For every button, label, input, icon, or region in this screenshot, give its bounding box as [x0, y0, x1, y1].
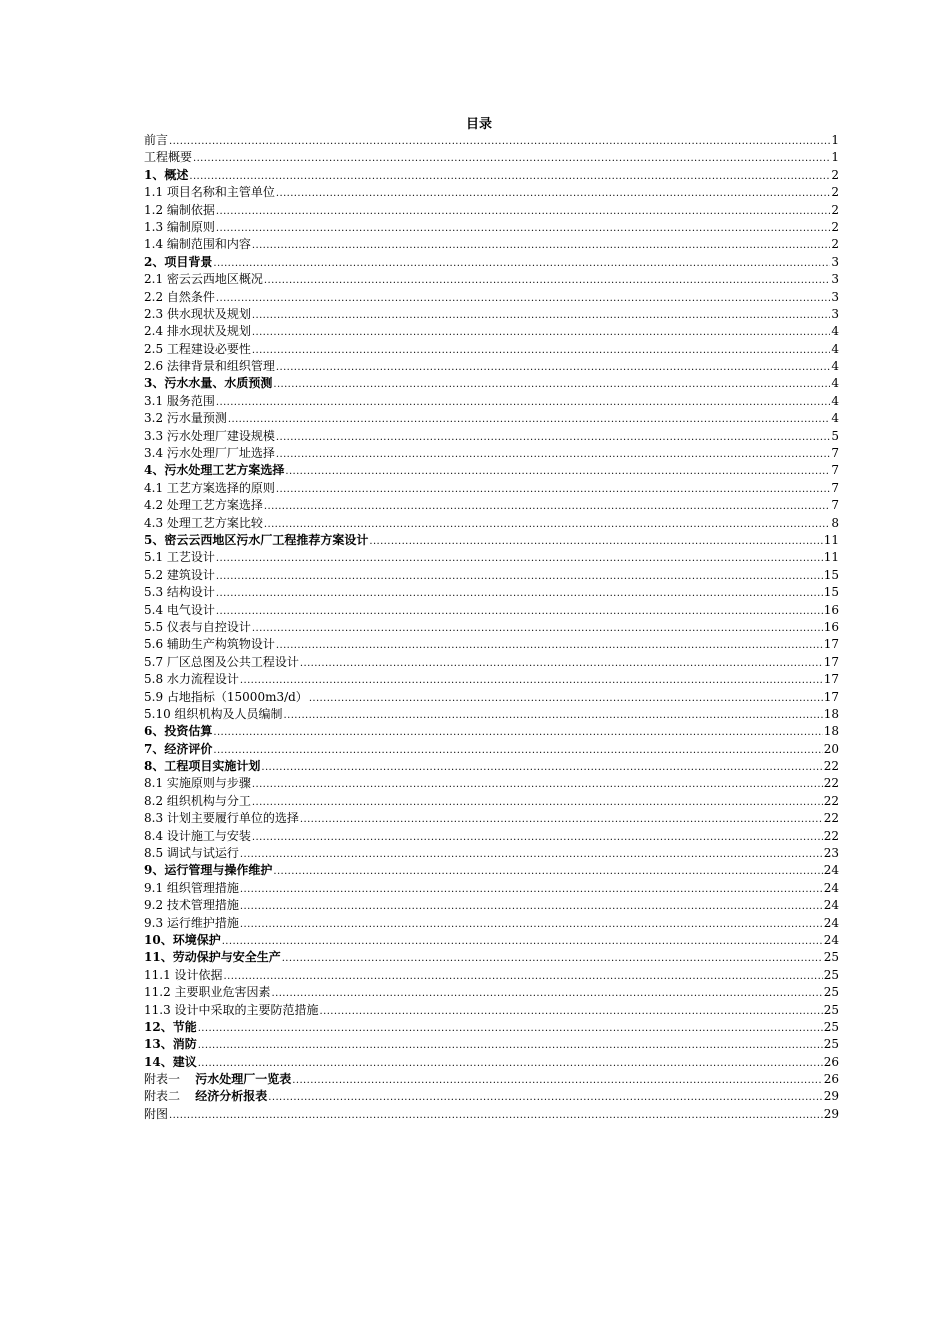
toc-entry-label: 8.5 调试与试运行	[144, 846, 239, 861]
toc-entry[interactable]	[144, 445, 839, 462]
toc-entry-page: 23	[823, 846, 839, 861]
toc-entry[interactable]	[144, 549, 839, 566]
toc-entry-label: 4.2 处理工艺方案选择	[144, 498, 263, 513]
toc-entry-label: 前言	[144, 133, 169, 147]
toc-entry-label: 3.2 污水量预测	[144, 411, 227, 426]
toc-entry[interactable]	[144, 1036, 839, 1053]
toc-entry-page: 22	[823, 793, 839, 808]
toc-entry-page: 4	[831, 411, 839, 426]
toc-entry[interactable]	[144, 915, 839, 932]
toc-entry-page: 24	[823, 932, 839, 947]
toc-entry-label: 工程概要	[144, 150, 193, 165]
toc-entry[interactable]	[144, 1002, 839, 1019]
toc-entry[interactable]	[144, 984, 839, 1001]
toc-dot-leader	[261, 758, 822, 776]
toc-entry[interactable]	[144, 862, 839, 879]
toc-dot-leader	[369, 532, 822, 550]
toc-title: 目录	[465, 117, 492, 132]
toc-dot-leader	[228, 410, 830, 428]
toc-dot-leader	[252, 323, 830, 341]
toc-dot-leader	[213, 254, 830, 272]
toc-dot-leader	[252, 236, 830, 254]
toc-entry-label: 5.7 厂区总图及公共工程设计	[144, 654, 299, 669]
toc-entry-page: 4	[831, 376, 839, 391]
toc-entry-label: 4、污水处理工艺方案选择	[144, 463, 285, 478]
toc-entry-page: 2	[831, 202, 839, 217]
toc-entry-label	[144, 1088, 267, 1105]
toc-entry[interactable]	[144, 393, 839, 410]
toc-entry-page: 25	[823, 1037, 839, 1052]
toc-entry[interactable]	[144, 497, 839, 514]
toc-dot-leader	[252, 306, 830, 324]
toc-dot-leader	[300, 654, 823, 672]
toc-entry[interactable]	[144, 654, 839, 671]
toc-entry[interactable]	[144, 1054, 839, 1071]
toc-entry-label: 11.1 设计依据	[144, 967, 223, 982]
toc-dot-leader	[264, 515, 830, 533]
toc-dot-leader	[273, 375, 830, 393]
toc-entry-label: 2.3 供水现状及规划	[144, 306, 251, 321]
toc-entry-label: 2.4 排水现状及规划	[144, 324, 251, 339]
toc-entry[interactable]	[144, 671, 839, 688]
toc-entry-page: 11	[823, 550, 839, 565]
toc-entry-page: 25	[823, 985, 839, 1000]
toc-entry-page: 4	[831, 359, 839, 374]
toc-entry[interactable]	[144, 1071, 839, 1088]
toc-entry-page: 3	[831, 272, 839, 287]
toc-entry-label: 2.6 法律背景和组织管理	[144, 359, 275, 374]
toc-entry-page: 11	[823, 532, 839, 547]
toc-dot-leader	[252, 619, 823, 637]
toc-entry-page: 29	[823, 1106, 839, 1121]
toc-entry[interactable]	[144, 515, 839, 532]
toc-entry-label: 3.4 污水处理厂厂址选择	[144, 446, 275, 461]
toc-entry-page: 20	[823, 741, 839, 756]
toc-entry-label: 5.4 电气设计	[144, 602, 215, 617]
toc-entry-label: 5.8 水力流程设计	[144, 672, 239, 687]
toc-dot-leader	[240, 880, 823, 898]
toc-list	[144, 132, 839, 1123]
toc-entry-page: 1	[831, 133, 839, 147]
toc-entry[interactable]	[144, 793, 839, 810]
toc-dot-leader	[216, 567, 823, 585]
toc-entry-label: 8.2 组织机构与分工	[144, 793, 251, 808]
toc-dot-leader	[216, 602, 823, 620]
toc-entry[interactable]	[144, 341, 839, 358]
toc-entry-label: 5.3 结构设计	[144, 585, 215, 600]
toc-dot-leader	[169, 1106, 823, 1124]
toc-entry-title: 经济分析报表	[195, 1089, 268, 1104]
toc-entry-page: 8	[831, 515, 839, 530]
toc-dot-leader	[193, 149, 830, 167]
toc-entry-page: 24	[823, 915, 839, 930]
toc-entry-page: 26	[823, 1072, 839, 1087]
toc-entry[interactable]	[144, 254, 839, 271]
toc-entry[interactable]	[144, 567, 839, 584]
toc-entry-label: 2.5 工程建设必要性	[144, 341, 251, 356]
toc-entry-label: 1.3 编制原则	[144, 219, 215, 234]
toc-entry-label: 3、污水水量、水质预测	[144, 376, 273, 391]
toc-entry[interactable]	[144, 480, 839, 497]
toc-entry[interactable]	[144, 1106, 839, 1123]
toc-entry-label: 3.3 污水处理厂建设规模	[144, 428, 275, 443]
toc-entry-title: 污水处理厂一览表	[195, 1072, 292, 1087]
toc-dot-leader	[189, 167, 830, 185]
toc-entry[interactable]	[144, 636, 839, 653]
toc-entry[interactable]	[144, 810, 839, 827]
toc-entry[interactable]	[144, 706, 839, 723]
toc-dot-leader	[216, 584, 823, 602]
toc-entry-label: 5.5 仪表与自控设计	[144, 619, 251, 634]
toc-entry-prefix: 附表二	[144, 1089, 181, 1104]
toc-entry-page: 17	[823, 689, 839, 704]
toc-entry-label: 3.1 服务范围	[144, 393, 215, 408]
toc-entry-label: 4.1 工艺方案选择的原则	[144, 480, 275, 495]
toc-entry-label: 13、消防	[144, 1037, 197, 1052]
toc-entry-label: 8.1 实施原则与步骤	[144, 776, 251, 791]
toc-entry-label: 5.2 建筑设计	[144, 567, 215, 582]
toc-entry-page: 3	[831, 306, 839, 321]
toc-entry-label: 1.1 项目名称和主管单位	[144, 185, 275, 200]
toc-dot-leader	[276, 445, 830, 463]
toc-entry[interactable]	[144, 410, 839, 427]
toc-entry-page: 26	[823, 1054, 839, 1069]
toc-entry-page: 2	[831, 185, 839, 200]
toc-dot-leader	[309, 689, 823, 707]
toc-entry-label: 5.6 辅助生产构筑物设计	[144, 637, 275, 652]
toc-entry[interactable]	[144, 132, 839, 149]
toc-entry[interactable]	[144, 932, 839, 949]
toc-dot-leader	[268, 1088, 822, 1106]
toc-entry-page: 17	[823, 637, 839, 652]
toc-entry[interactable]	[144, 1019, 839, 1036]
toc-entry-page: 18	[823, 706, 839, 721]
toc-entry-page: 25	[823, 950, 839, 965]
toc-dot-leader	[276, 428, 830, 446]
toc-entry-label: 7、经济评价	[144, 741, 213, 756]
toc-entry-label: 5.10 组织机构及人员编制	[144, 706, 283, 721]
toc-dot-leader	[198, 1036, 823, 1054]
toc-entry[interactable]	[144, 741, 839, 758]
toc-dot-leader	[276, 636, 823, 654]
toc-entry-page: 25	[823, 1019, 839, 1034]
toc-entry-page: 16	[823, 602, 839, 617]
toc-dot-leader	[273, 862, 822, 880]
toc-entry[interactable]	[144, 1088, 839, 1105]
toc-entry-page: 7	[831, 446, 839, 461]
toc-entry-page: 22	[823, 759, 839, 774]
toc-entry-label: 9.3 运行维护措施	[144, 915, 239, 930]
toc-dot-leader	[276, 184, 830, 202]
toc-dot-leader	[252, 775, 823, 793]
toc-entry[interactable]	[144, 602, 839, 619]
toc-entry-page: 7	[831, 498, 839, 513]
toc-entry-page: 4	[831, 324, 839, 339]
toc-dot-leader	[252, 341, 830, 359]
toc-entry[interactable]	[144, 949, 839, 966]
toc-entry-label: 8.4 设计施工与安装	[144, 828, 251, 843]
toc-dot-leader	[300, 810, 823, 828]
toc-dot-leader	[198, 1019, 823, 1037]
toc-dot-leader	[285, 462, 830, 480]
toc-entry[interactable]	[144, 428, 839, 445]
toc-dot-leader	[292, 1071, 822, 1089]
toc-dot-leader	[216, 549, 823, 567]
toc-entry[interactable]	[144, 271, 839, 288]
toc-entry[interactable]	[144, 167, 839, 184]
toc-dot-leader	[240, 671, 823, 689]
toc-entry-page: 18	[823, 724, 839, 739]
toc-dot-leader	[252, 828, 823, 846]
toc-entry-page: 24	[823, 898, 839, 913]
toc-entry-page: 4	[831, 341, 839, 356]
toc-dot-leader	[240, 897, 823, 915]
toc-entry-page: 25	[823, 1002, 839, 1017]
toc-entry-page: 2	[831, 219, 839, 234]
toc-dot-leader	[216, 393, 830, 411]
toc-dot-leader	[224, 967, 823, 985]
toc-entry[interactable]	[144, 323, 839, 340]
toc-entry-page: 7	[831, 463, 839, 478]
toc-dot-leader	[320, 1002, 823, 1020]
toc-entry[interactable]	[144, 880, 839, 897]
toc-dot-leader	[276, 358, 830, 376]
toc-dot-leader	[216, 289, 830, 307]
toc-entry-page: 24	[823, 863, 839, 878]
toc-entry-label: 2.1 密云云西地区概况	[144, 272, 263, 287]
toc-entry-label: 12、节能	[144, 1019, 197, 1034]
toc-dot-leader	[276, 480, 830, 498]
toc-entry-label: 2、项目背景	[144, 254, 213, 269]
toc-entry[interactable]	[144, 775, 839, 792]
toc-entry-page: 17	[823, 654, 839, 669]
toc-entry[interactable]	[144, 306, 839, 323]
toc-entry-page: 22	[823, 811, 839, 826]
toc-dot-leader	[284, 706, 823, 724]
toc-entry-label: 14、建议	[144, 1054, 197, 1069]
toc-entry-label: 10、环境保护	[144, 932, 221, 947]
toc-entry-label: 4.3 处理工艺方案比较	[144, 515, 263, 530]
toc-entry[interactable]	[144, 462, 839, 479]
toc-entry[interactable]	[144, 619, 839, 636]
toc-entry[interactable]	[144, 375, 839, 392]
toc-entry-label: 11、劳动保护与安全生产	[144, 950, 281, 965]
toc-entry-page: 1	[831, 150, 839, 165]
toc-entry[interactable]	[144, 845, 839, 862]
toc-dot-leader	[240, 845, 823, 863]
toc-dot-leader	[240, 915, 823, 933]
toc-entry[interactable]	[144, 236, 839, 253]
toc-entry[interactable]	[144, 897, 839, 914]
toc-entry[interactable]	[144, 184, 839, 201]
toc-entry[interactable]	[144, 828, 839, 845]
toc-entry-label	[144, 1071, 291, 1088]
toc-entry-label: 11.3 设计中采取的主要防范措施	[144, 1002, 319, 1017]
toc-entry[interactable]	[144, 584, 839, 601]
toc-entry-page: 15	[823, 567, 839, 582]
toc-entry-page: 7	[831, 480, 839, 495]
toc-entry-page: 29	[823, 1089, 839, 1104]
toc-entry-label: 附图	[144, 1106, 169, 1121]
toc-entry-label: 1.4 编制范围和内容	[144, 237, 251, 252]
toc-entry-page: 22	[823, 828, 839, 843]
toc-entry-page: 15	[823, 585, 839, 600]
toc-dot-leader	[169, 132, 830, 150]
toc-entry-label: 5.1 工艺设计	[144, 550, 215, 565]
toc-entry-label: 5.9 占地指标（15000m3/d）	[144, 689, 308, 704]
toc-entry-page: 2	[831, 237, 839, 252]
toc-dot-leader	[213, 723, 822, 741]
toc-entry-label: 8、工程项目实施计划	[144, 759, 261, 774]
toc-entry[interactable]	[144, 149, 839, 166]
toc-dot-leader	[252, 793, 823, 811]
toc-dot-leader	[216, 202, 830, 220]
toc-entry[interactable]	[144, 202, 839, 219]
toc-entry-page: 25	[823, 967, 839, 982]
toc-dot-leader	[198, 1054, 823, 1072]
toc-entry-page: 24	[823, 880, 839, 895]
toc-entry[interactable]	[144, 532, 839, 549]
toc-entry-label: 5、密云云西地区污水厂工程推荐方案设计	[144, 532, 369, 547]
toc-entry-label: 9、运行管理与操作维护	[144, 863, 273, 878]
toc-entry-label: 1.2 编制依据	[144, 202, 215, 217]
toc-entry[interactable]	[144, 723, 839, 740]
toc-entry-label: 9.1 组织管理措施	[144, 880, 239, 895]
toc-entry-label: 1、概述	[144, 167, 189, 182]
toc-dot-leader	[213, 741, 822, 759]
toc-entry[interactable]	[144, 289, 839, 306]
toc-dot-leader	[282, 949, 823, 967]
toc-entry-label: 9.2 技术管理措施	[144, 898, 239, 913]
toc-entry-page: 4	[831, 393, 839, 408]
toc-dot-leader	[222, 932, 823, 950]
toc-entry-page: 2	[831, 167, 839, 182]
toc-dot-leader	[264, 271, 830, 289]
toc-entry[interactable]	[144, 689, 839, 706]
toc-dot-leader	[216, 219, 830, 237]
toc-entry[interactable]	[144, 358, 839, 375]
toc-dot-leader	[264, 497, 830, 515]
toc-entry-label: 6、投资估算	[144, 724, 213, 739]
toc-dot-leader	[272, 984, 823, 1002]
toc-entry-page: 5	[831, 428, 839, 443]
toc-entry-page: 3	[831, 289, 839, 304]
toc-entry-prefix: 附表一	[144, 1072, 181, 1087]
toc-entry-page: 17	[823, 672, 839, 687]
toc-entry-page: 16	[823, 619, 839, 634]
toc-entry[interactable]	[144, 219, 839, 236]
toc-entry-page: 22	[823, 776, 839, 791]
toc-entry-label: 11.2 主要职业危害因素	[144, 985, 271, 1000]
toc-entry-page: 3	[831, 254, 839, 269]
toc-entry-label: 2.2 自然条件	[144, 289, 215, 304]
toc-entry-label: 8.3 计划主要履行单位的选择	[144, 811, 299, 826]
toc-entry[interactable]	[144, 758, 839, 775]
toc-entry[interactable]	[144, 967, 839, 984]
